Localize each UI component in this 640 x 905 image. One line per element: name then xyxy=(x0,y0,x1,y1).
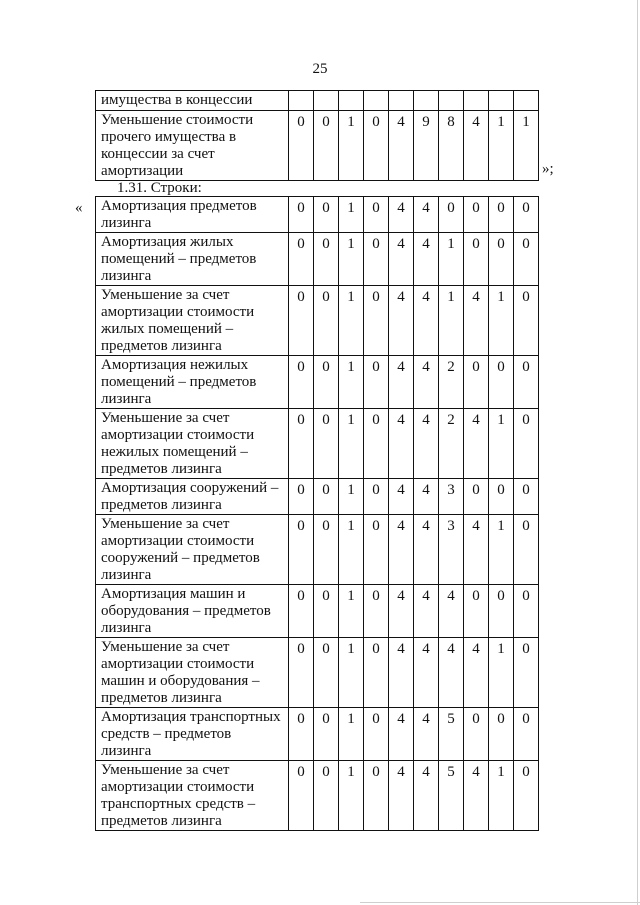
code-digit: 0 xyxy=(314,286,339,356)
code-digit: 0 xyxy=(514,585,539,638)
code-digit: 0 xyxy=(514,761,539,831)
table-row xyxy=(96,233,539,286)
code-digit: 4 xyxy=(414,479,439,515)
code-digit: 0 xyxy=(364,409,389,479)
code-digit: 1 xyxy=(339,708,364,761)
code-digit xyxy=(389,91,414,111)
code-digit: 0 xyxy=(289,761,314,831)
code-digit: 0 xyxy=(289,638,314,708)
code-digit: 4 xyxy=(414,409,439,479)
code-digit: 4 xyxy=(414,761,439,831)
code-digit: 0 xyxy=(464,479,489,515)
code-digit: 0 xyxy=(464,197,489,233)
code-digit: 4 xyxy=(464,638,489,708)
code-digit: 4 xyxy=(389,479,414,515)
code-digit: 1 xyxy=(339,761,364,831)
code-digit: 0 xyxy=(514,409,539,479)
code-digit: 4 xyxy=(414,197,439,233)
code-digit: 1 xyxy=(339,197,364,233)
code-digit: 0 xyxy=(289,286,314,356)
row-label: Амортизация транспортных средств – предметов лизинга xyxy=(96,708,289,761)
code-digit xyxy=(339,91,364,111)
code-digit: 0 xyxy=(289,356,314,409)
code-digit: 0 xyxy=(514,479,539,515)
code-digit: 0 xyxy=(364,197,389,233)
code-digit: 4 xyxy=(464,409,489,479)
code-digit: 0 xyxy=(464,708,489,761)
code-digit: 0 xyxy=(464,356,489,409)
table-row xyxy=(96,111,539,181)
code-digit: 0 xyxy=(364,233,389,286)
code-digit: 0 xyxy=(364,356,389,409)
code-digit: 1 xyxy=(339,356,364,409)
code-digit: 0 xyxy=(489,233,514,286)
code-digit: 0 xyxy=(514,233,539,286)
code-digit: 0 xyxy=(364,638,389,708)
code-digit: 0 xyxy=(514,515,539,585)
row-label: Уменьшение за счет амортизации стоимости транспортных средств – предметов лизинга xyxy=(96,761,289,831)
code-digit: 4 xyxy=(389,111,414,181)
code-digit: 0 xyxy=(289,111,314,181)
opening-quote: « xyxy=(75,200,83,216)
code-digit xyxy=(414,91,439,111)
code-digit: 1 xyxy=(514,111,539,181)
code-digit: 4 xyxy=(414,515,439,585)
code-digit xyxy=(439,91,464,111)
code-digit: 0 xyxy=(514,286,539,356)
code-digit: 1 xyxy=(339,111,364,181)
code-digit: 0 xyxy=(364,286,389,356)
code-digit: 1 xyxy=(339,585,364,638)
code-digit: 0 xyxy=(314,197,339,233)
code-digit: 0 xyxy=(489,585,514,638)
table-row xyxy=(96,356,539,409)
code-digit: 0 xyxy=(464,233,489,286)
code-digit: 4 xyxy=(414,585,439,638)
code-digit: 1 xyxy=(339,515,364,585)
code-digit: 0 xyxy=(289,197,314,233)
code-digit xyxy=(514,91,539,111)
code-digit: 4 xyxy=(389,585,414,638)
code-digit: 0 xyxy=(364,761,389,831)
code-digit: 5 xyxy=(439,708,464,761)
page-edge-right xyxy=(637,0,638,905)
code-digit: 8 xyxy=(439,111,464,181)
code-digit: 0 xyxy=(314,356,339,409)
code-digit: 0 xyxy=(489,479,514,515)
code-digit: 1 xyxy=(489,638,514,708)
code-digit: 0 xyxy=(289,515,314,585)
code-digit: 0 xyxy=(314,761,339,831)
row-label: Амортизация машин и оборудования – предметов лизинга xyxy=(96,585,289,638)
code-digit: 0 xyxy=(289,585,314,638)
code-digit: 4 xyxy=(414,638,439,708)
row-label: Уменьшение за счет амортизации стоимости машин и оборудования – предметов лизинга xyxy=(96,638,289,708)
code-digit: 0 xyxy=(364,111,389,181)
code-digit: 0 xyxy=(364,585,389,638)
code-digit: 0 xyxy=(289,479,314,515)
code-digit: 4 xyxy=(414,356,439,409)
code-digit: 0 xyxy=(289,708,314,761)
row-label: Амортизация жилых помещений – предметов лизинга xyxy=(96,233,289,286)
code-digit: 4 xyxy=(414,286,439,356)
code-digit: 1 xyxy=(489,515,514,585)
code-digit: 4 xyxy=(439,585,464,638)
code-digit: 0 xyxy=(314,409,339,479)
code-digit: 3 xyxy=(439,515,464,585)
row-label: Амортизация нежилых помещений – предметов лизинга xyxy=(96,356,289,409)
top-code-table xyxy=(95,90,539,181)
code-digit: 0 xyxy=(514,638,539,708)
page-edge-bottom xyxy=(360,902,640,903)
code-digit: 4 xyxy=(389,233,414,286)
code-digit: 0 xyxy=(314,638,339,708)
row-label: имущества в концессии xyxy=(96,91,289,111)
code-digit: 0 xyxy=(314,479,339,515)
page-number: 25 xyxy=(312,61,328,77)
code-digit: 0 xyxy=(489,356,514,409)
code-digit: 1 xyxy=(489,286,514,356)
code-digit: 1 xyxy=(339,286,364,356)
code-digit xyxy=(464,91,489,111)
code-digit: 0 xyxy=(289,233,314,286)
row-label: Уменьшение стоимости прочего имущества в концессии за счет амортизации xyxy=(96,111,289,181)
table-row xyxy=(96,585,539,638)
code-digit: 1 xyxy=(489,761,514,831)
table-row xyxy=(96,479,539,515)
row-label: Уменьшение за счет амортизации стоимости нежилых помещений – предметов лизинга xyxy=(96,409,289,479)
code-digit: 1 xyxy=(339,409,364,479)
code-digit: 0 xyxy=(439,197,464,233)
code-digit: 5 xyxy=(439,761,464,831)
code-digit: 0 xyxy=(489,197,514,233)
code-digit: 4 xyxy=(389,761,414,831)
code-digit: 0 xyxy=(289,409,314,479)
code-digit: 1 xyxy=(439,286,464,356)
code-digit: 9 xyxy=(414,111,439,181)
code-digit: 0 xyxy=(364,708,389,761)
code-digit: 4 xyxy=(389,708,414,761)
code-digit: 0 xyxy=(314,515,339,585)
row-label: Амортизация предметов лизинга xyxy=(96,197,289,233)
code-digit: 0 xyxy=(314,233,339,286)
row-label: Уменьшение за счет амортизации стоимости сооружений – предметов лизинга xyxy=(96,515,289,585)
code-digit: 4 xyxy=(389,638,414,708)
code-digit: 4 xyxy=(389,286,414,356)
closing-quote: »; xyxy=(542,161,554,177)
code-digit: 0 xyxy=(514,197,539,233)
table-row xyxy=(96,761,539,831)
code-digit: 4 xyxy=(389,409,414,479)
code-digit: 1 xyxy=(489,111,514,181)
code-digit: 4 xyxy=(439,638,464,708)
code-digit: 0 xyxy=(314,111,339,181)
code-digit xyxy=(314,91,339,111)
code-digit: 3 xyxy=(439,479,464,515)
code-digit xyxy=(364,91,389,111)
table-row xyxy=(96,409,539,479)
code-digit: 0 xyxy=(514,356,539,409)
code-digit: 2 xyxy=(439,409,464,479)
row-label: Амортизация сооружений – предметов лизинга xyxy=(96,479,289,515)
table-row xyxy=(96,286,539,356)
code-digit: 4 xyxy=(464,515,489,585)
table-row xyxy=(96,515,539,585)
table-row xyxy=(96,91,539,111)
code-digit: 1 xyxy=(339,233,364,286)
code-digit: 2 xyxy=(439,356,464,409)
code-digit: 1 xyxy=(339,638,364,708)
table-row xyxy=(96,197,539,233)
code-digit: 0 xyxy=(514,708,539,761)
row-label: Уменьшение за счет амортизации стоимости жилых помещений – предметов лизинга xyxy=(96,286,289,356)
code-digit: 0 xyxy=(314,585,339,638)
main-code-table xyxy=(95,196,539,831)
code-digit: 4 xyxy=(464,286,489,356)
code-digit: 1 xyxy=(439,233,464,286)
code-digit: 0 xyxy=(364,515,389,585)
code-digit: 0 xyxy=(314,708,339,761)
table-row xyxy=(96,708,539,761)
code-digit: 4 xyxy=(464,111,489,181)
code-digit: 0 xyxy=(489,708,514,761)
code-digit: 1 xyxy=(339,479,364,515)
code-digit xyxy=(489,91,514,111)
table-row xyxy=(96,638,539,708)
code-digit: 4 xyxy=(389,356,414,409)
code-digit xyxy=(289,91,314,111)
code-digit: 4 xyxy=(389,197,414,233)
code-digit: 4 xyxy=(464,761,489,831)
code-digit: 1 xyxy=(489,409,514,479)
code-digit: 4 xyxy=(389,515,414,585)
code-digit: 4 xyxy=(414,233,439,286)
section-heading: 1.31. Строки: xyxy=(117,180,202,196)
code-digit: 4 xyxy=(414,708,439,761)
code-digit: 0 xyxy=(464,585,489,638)
code-digit: 0 xyxy=(364,479,389,515)
